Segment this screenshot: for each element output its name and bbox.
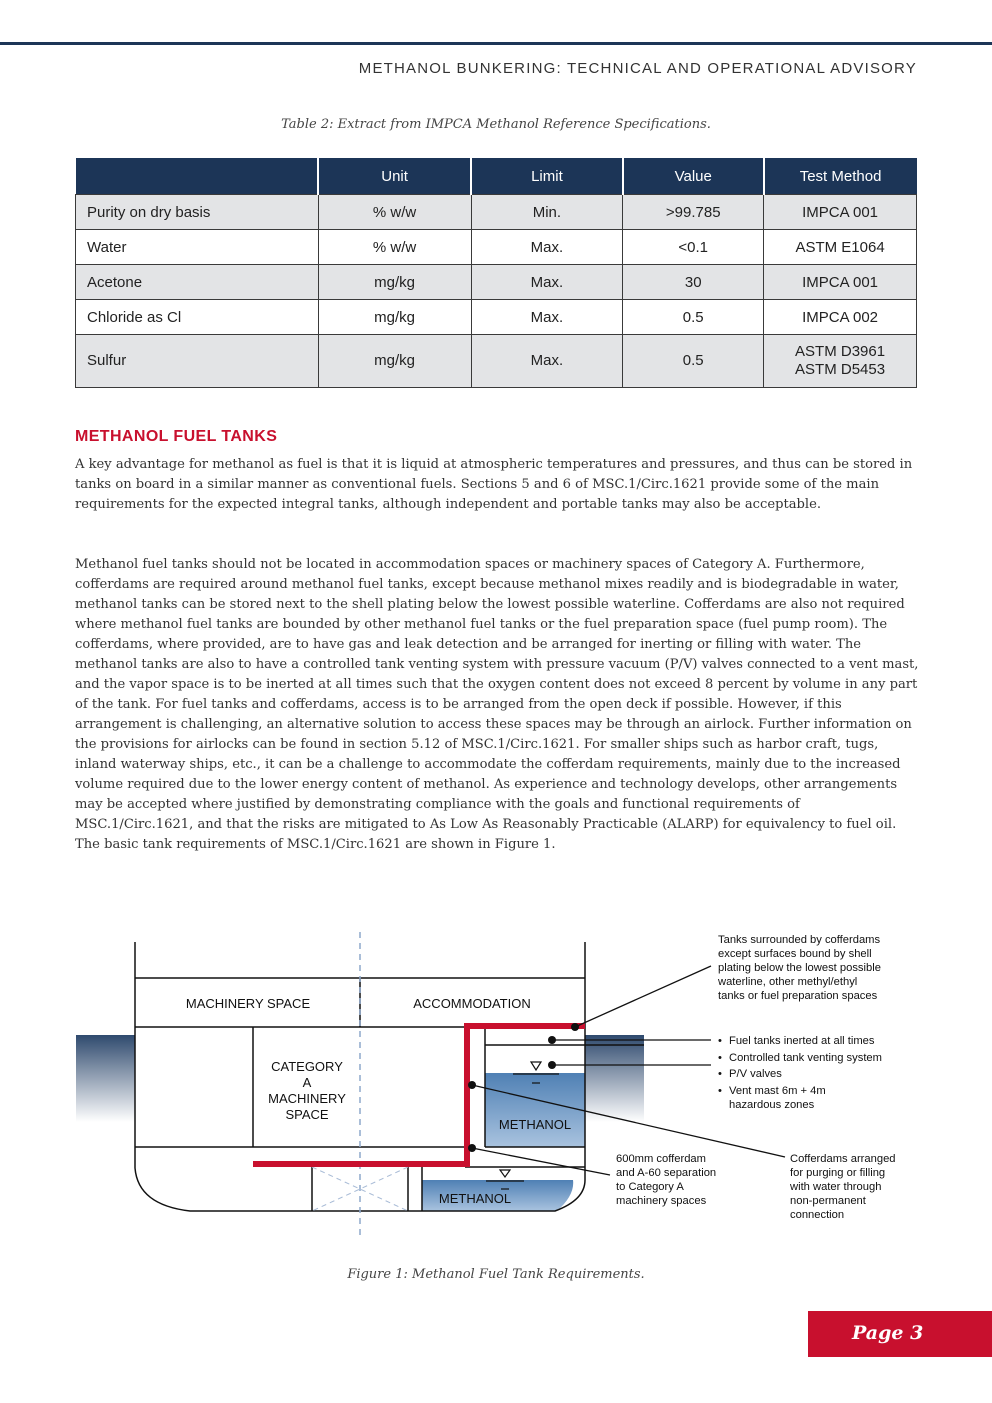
table-cell: Purity on dry basis bbox=[76, 195, 319, 230]
callout-line: tanks or fuel preparation spaces bbox=[718, 990, 878, 1002]
callout-line: to Category A bbox=[616, 1181, 684, 1193]
table-cell: Max. bbox=[471, 300, 623, 335]
test-method-line: ASTM D3961 bbox=[795, 343, 886, 360]
callout-line: machinery spaces bbox=[616, 1195, 707, 1207]
callout-600mm-cofferdam bbox=[616, 1153, 716, 1207]
table-caption: Table 2: Extract from IMPCA Methanol Reference Specifications. bbox=[281, 117, 711, 132]
column-header: Limit bbox=[471, 158, 623, 195]
label-methanol-upper: METHANOL bbox=[498, 1117, 572, 1132]
table-row bbox=[76, 195, 917, 230]
running-header: METHANOL BUNKERING: TECHNICAL AND OPERATIONAL ADVISORY bbox=[358, 60, 917, 77]
page-number-badge bbox=[808, 1311, 992, 1357]
callout-bullet: Vent mast 6m + 4m bbox=[729, 1085, 826, 1097]
table-cell: Max. bbox=[471, 230, 623, 265]
sea-right bbox=[585, 1035, 644, 1122]
table-cell: IMPCA 002 bbox=[764, 300, 917, 335]
column-header: Unit bbox=[318, 158, 471, 195]
table-cell: mg/kg bbox=[318, 335, 471, 388]
table-row bbox=[76, 265, 917, 300]
figure-caption: Figure 1: Methanol Fuel Tank Requirements. bbox=[347, 1267, 645, 1282]
bullet-glyph: • bbox=[718, 1035, 722, 1047]
label-category-a: MACHINERY bbox=[268, 1091, 346, 1106]
label-machinery-space: MACHINERY SPACE bbox=[185, 996, 311, 1011]
table-cell: mg/kg bbox=[318, 265, 471, 300]
table-cell: Max. bbox=[471, 335, 623, 388]
table-cell: ASTM E1064 bbox=[764, 230, 917, 265]
table-cell: mg/kg bbox=[318, 300, 471, 335]
bullet-glyph: • bbox=[718, 1068, 722, 1080]
table-cell: % w/w bbox=[318, 195, 471, 230]
callout-line: and A-60 separation bbox=[616, 1167, 717, 1179]
callout-line: Cofferdams arranged bbox=[790, 1153, 896, 1165]
table-cell: Water bbox=[76, 230, 319, 265]
table-cell: 0.5 bbox=[623, 335, 764, 388]
table-cell: IMPCA 001 bbox=[764, 195, 917, 230]
table-cell: Acetone bbox=[76, 265, 319, 300]
bullet-glyph: • bbox=[718, 1052, 722, 1064]
section-heading: METHANOL FUEL TANKS bbox=[75, 428, 278, 445]
table-cell: Max. bbox=[471, 265, 623, 300]
table-cell: Chloride as Cl bbox=[76, 300, 319, 335]
callout-line: for purging or filling bbox=[790, 1167, 886, 1179]
callout-line: with water through bbox=[790, 1181, 882, 1193]
spec-table bbox=[75, 158, 917, 388]
table-row bbox=[76, 230, 917, 265]
column-header bbox=[76, 158, 319, 195]
label-category-a: A bbox=[302, 1075, 312, 1090]
callout-line: waterline, other methyl/ethyl bbox=[718, 976, 858, 988]
callout-bullet: Controlled tank venting system bbox=[729, 1052, 882, 1064]
callout-cofferdams-surround bbox=[717, 934, 881, 1002]
bullet-glyph: • bbox=[718, 1085, 722, 1097]
body-paragraph: Methanol fuel tanks should not be located in accommodation spaces or machinery spaces of Category A. Furthermore, cofferdams are required around methanol fuel tanks, except because methanol mixes readily and is biodegradable in water, methanol tanks can be stored next to the shell plating below the lowest possible waterline. Cofferdams are also not required where methanol fuel tanks are bounded by other methanol fuel tanks or the fuel preparation space (fuel pump room). The cofferdams, where provided, are to have gas and leak detection and be arranged for inerting or filling with water. The methanol tanks are also to have a controlled tank venting system with pressure vacuum (P/V) valves connected to a vent mast, and the vapor space is to be inerted at all times such that the oxygen content does not exceed 8 percent by volume in any part of the tank. For fuel tanks and cofferdams, access is to be arranged from the open deck if possible. However, if this arrangement is challenging, an alternative solution to access these spaces may be through an airlock. Further information on the provisions for airlocks can be found in section 5.12 of MSC.1/Circ.1621. For smaller ships such as harbor craft, tugs, inland waterway ships, etc., it can be a challenge to accommodate the cofferdam requirements, mainly due to the increased volume required due to the lower energy content of methanol. As experience and technology develops, other arrangements may be accepted where justified by demonstrating compliance with the goals and functional requirements of MSC.1/Circ.1621, and that the risks are mitigated to As Low As Reasonably Practicable (ALARP) for equivalency to fuel oil. The basic tank requirements of MSC.1/Circ.1621 are shown in Figure 1. bbox=[75, 557, 919, 852]
table-cell: >99.785 bbox=[623, 195, 764, 230]
table-header-row bbox=[76, 158, 917, 195]
tank-requirements-figure bbox=[0, 915, 992, 1295]
table-cell: IMPCA 001 bbox=[764, 265, 917, 300]
table-cell: 30 bbox=[623, 265, 764, 300]
table-cell: Sulfur bbox=[76, 335, 319, 388]
callout-line: 600mm cofferdam bbox=[616, 1153, 706, 1165]
callout-bullet: Fuel tanks inerted at all times bbox=[729, 1035, 875, 1047]
methanol-upper-fill bbox=[485, 1073, 585, 1147]
callout-tank-bullets bbox=[718, 1035, 882, 1111]
label-category-a: CATEGORY bbox=[271, 1059, 343, 1074]
table-cell: Min. bbox=[471, 195, 623, 230]
table-cell: <0.1 bbox=[623, 230, 764, 265]
test-method-line: ASTM D5453 bbox=[795, 361, 886, 378]
callout-line: non-permanent bbox=[790, 1195, 866, 1207]
sea-left bbox=[76, 1035, 135, 1122]
table-row bbox=[76, 335, 917, 388]
page-number: Page 3 bbox=[852, 1322, 924, 1344]
column-header: Value bbox=[623, 158, 764, 195]
callout-cofferdam-purging bbox=[789, 1153, 896, 1221]
table-row bbox=[76, 300, 917, 335]
callout-bullet: hazardous zones bbox=[729, 1099, 815, 1111]
column-header: Test Method bbox=[764, 158, 917, 195]
table-cell: % w/w bbox=[318, 230, 471, 265]
label-category-a: SPACE bbox=[285, 1107, 329, 1122]
callout-line: Tanks surrounded by cofferdams bbox=[718, 934, 881, 946]
callout-line: except surfaces bound by shell bbox=[718, 948, 872, 960]
table-cell bbox=[764, 335, 917, 388]
callout-bullet: P/V valves bbox=[729, 1068, 782, 1080]
body-paragraph: A key advantage for methanol as fuel is that it is liquid at atmospheric temperatures and pressures, and thus can be stored in tanks on board in a similar manner as conventional fuels. Sections 5 and 6 of MSC.1/Circ.1621 provide some of the main requirements for the expected integral tanks, although independent and portable tanks may also be acceptable. bbox=[75, 457, 913, 512]
header-rule bbox=[0, 42, 992, 45]
label-accommodation: ACCOMMODATION bbox=[413, 996, 531, 1011]
callout-line: connection bbox=[790, 1209, 845, 1221]
callout-line: plating below the lowest possible bbox=[718, 962, 881, 974]
label-methanol-lower: METHANOL bbox=[438, 1191, 512, 1206]
table-cell: 0.5 bbox=[623, 300, 764, 335]
